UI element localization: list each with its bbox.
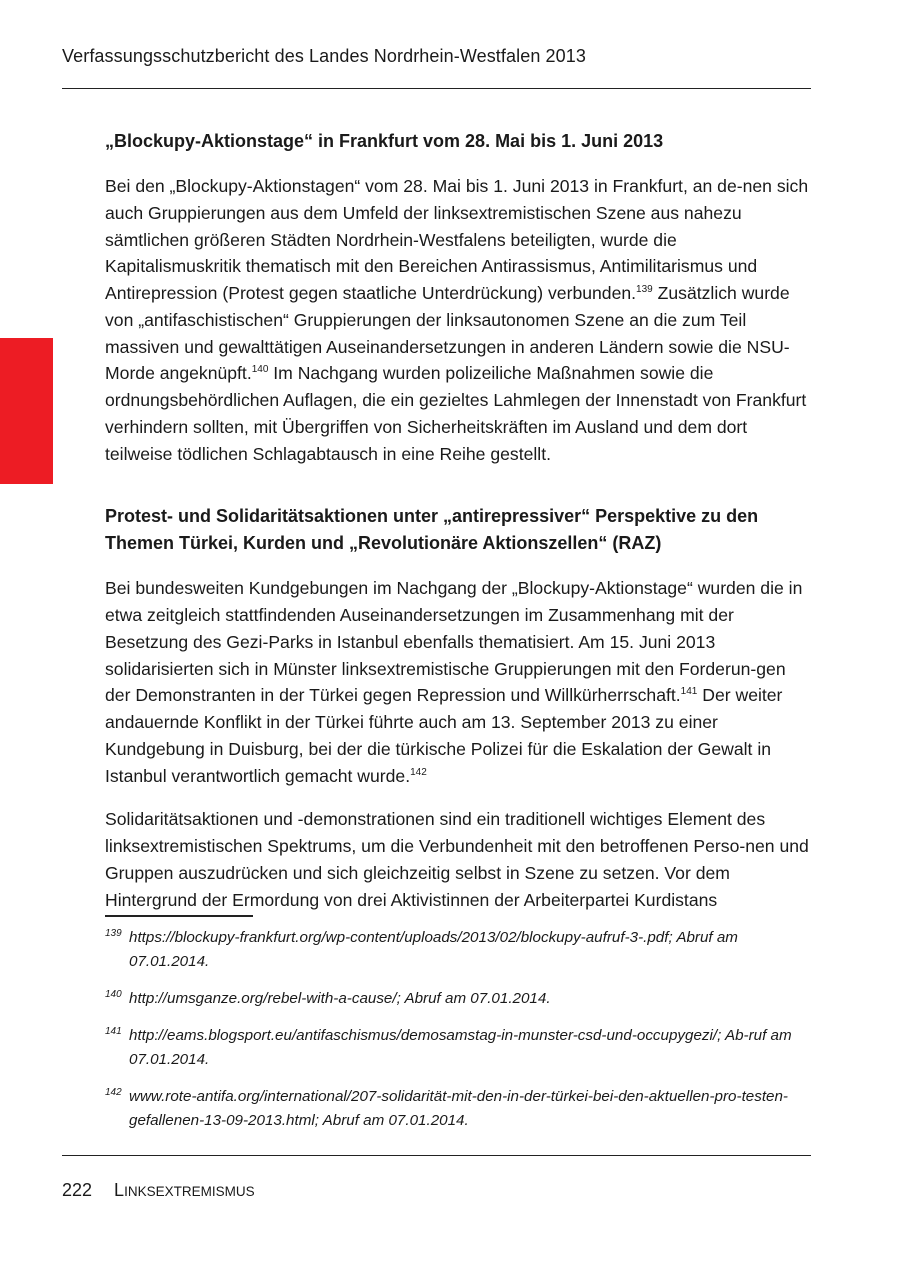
footnote-142	[105, 1085, 805, 1133]
footnote-divider	[105, 915, 253, 917]
footer-divider	[62, 1155, 811, 1156]
footnote-number: 140	[105, 989, 122, 1000]
footnote-ref-142[interactable]: 142	[410, 766, 427, 778]
footnote-number: 141	[105, 1026, 122, 1037]
footnote-ref-139[interactable]: 139	[636, 284, 653, 296]
paragraph-turkey: Bei bundesweiten Kundgebungen im Nachgang der „Blockupy-Aktionstage“ wurden die in etwa zeitgleich stattfindenden Auseinandersetzungen im Zusammenhang mit der Besetzung des Gezi-Parks in Istanbul ebenfalls thematisiert. Am 15. Juni 2013 solidarisierten sich in Münster linksextremistische Gruppierungen mit den Forderun-gen der Demonstranten in der Türkei gegen Repression und Willkürherrschaft.$^{141}$ Der weiter andauernde Konflikt in der Türkei führte auch am 13. September 2013 zu einer Kundgebung in Duisburg, bei der die türkische Polizei für die Eskalation der Gewalt in Istanbul verantwortlich gemacht wurde.$^{142}$	[105, 578, 803, 786]
paragraph-blockupy: Bei den „Blockupy-Aktionstagen“ vom 28. Mai bis 1. Juni 2013 in Frankfurt, an de-nen sich auch Gruppierungen aus dem Umfeld der linksextremistischen Szene aus nahezu sämtlichen größeren Städten Nordrhein-Westfalens beteiligten, wurde die Kapitalismuskritik thematisch mit den Bereichen Antirassismus, Antimilitarismus und Antirepression (Protest gegen staatliche Unterdrückung) verbunden.$^{139}$ Zusätzlich wurde von „antifaschistischen“ Gruppierungen der linksautonomen Szene an die zum Teil massiven und gewalttätigen Auseinandersetzungen in anderen Ländern sowie die NSU-Morde angeknüpft.$^{140}$ Im Nachgang wurden polizeiliche Maßnahmen sowie die ordnungsbehördlichen Auflagen, die ein gezieltes Lahmlegen der Innenstadt von Frankfurt verhindern sollten, mit Übergriffen von Sicherheitskräften im Ausland und dem dort teilweise tödlichen Schlagabtausch in eine Reihe gestellt.	[105, 176, 809, 464]
footnotes	[105, 926, 805, 1146]
footnote-link[interactable]: http://umsganze.org/rebel-with-a-cause/; Abruf am 07.01.2014.	[129, 990, 551, 1007]
footnote-141	[105, 1024, 805, 1072]
footnote-number: 142	[105, 1087, 122, 1098]
footnote-139	[105, 926, 805, 974]
footnote-ref-140[interactable]: 140	[251, 364, 269, 376]
footnote-link[interactable]: www.rote-antifa.org/international/207-solidarität-mit-den-in-der-türkei-bei-den-aktuellen-pro-testen-gefallenen-13-09-2013.html; Abruf am 07.01.2014.	[129, 1088, 788, 1129]
header-divider	[62, 88, 811, 89]
footnote-number: 139	[105, 928, 122, 939]
paragraph-solidarity: Solidaritätsaktionen und -demonstrationen sind ein traditionell wichtiges Element des linksextremistischen Spektrums, um die Verbundenheit mit den betroffenen Perso-nen und Gruppen auszudrücken und sich gleichzeitig selbst in Szene zu setzen. Vor dem Hintergrund der Ermordung von drei Aktivistinnen der Arbeiterpartei Kurdistans	[105, 809, 809, 910]
running-footer	[62, 1180, 255, 1201]
section-heading-blockupy: „Blockupy-Aktionstage“ in Frankfurt vom 28. Mai bis 1. Juni 2013	[105, 131, 664, 151]
main-content	[105, 128, 811, 913]
footnote-140	[105, 987, 805, 1011]
chapter-title: LINKSEXTREMISMUS	[114, 1180, 255, 1200]
running-header: Verfassungsschutzbericht des Landes Nordrhein-Westfalen 2013	[62, 46, 586, 66]
chapter-tab-marker	[0, 338, 53, 484]
footnote-link[interactable]: https://blockupy-frankfurt.org/wp-content/uploads/2013/02/blockupy-aufruf-3-.pdf; Abruf am 07.01.2014.	[129, 929, 738, 970]
section-heading-solidarity: Protest- und Solidaritätsaktionen unter „antirepressiver“ Perspektive zu den Themen Türkei, Kurden und „Revolutionäre Aktionszellen“ (RAZ)	[105, 506, 759, 554]
page-number: 222	[62, 1180, 93, 1200]
footnote-link[interactable]: http://eams.blogsport.eu/antifaschismus/demosamstag-in-munster-csd-und-occupygezi/; Ab-ruf am 07.01.2014.	[129, 1027, 792, 1068]
footnote-ref-141[interactable]: 141	[680, 686, 698, 698]
